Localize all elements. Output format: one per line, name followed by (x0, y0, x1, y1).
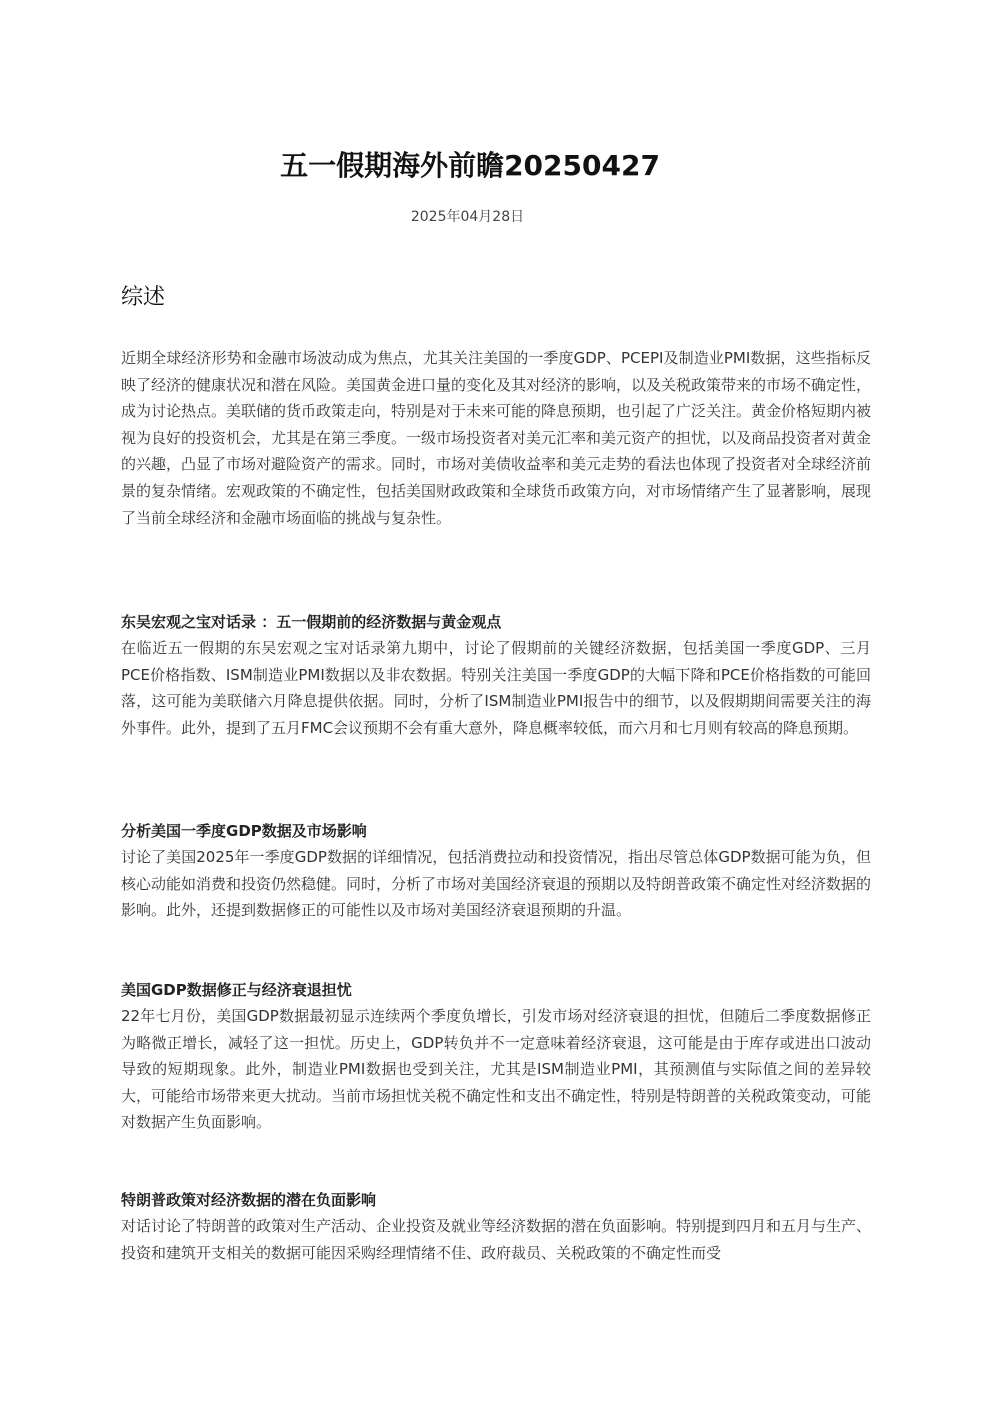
document-date: 2025年04月28日 (410, 209, 525, 225)
subsection-title: 美国GDP数据修正与经济衰退担忧 (121, 981, 352, 999)
document-title: 五一假期海外前瞻20250427 (280, 149, 660, 182)
summary-block (121, 345, 871, 531)
subsection-body: 在临近五一假期的东吴宏观之宝对话录第九期中，讨论了假期前的关键经济数据，包括美国一季度GDP、三月PCE价格指数、ISM制造业PMI数据以及非农数据。特别关注美国一季度GDP的大幅下降和PCE价格指数的可能回落，这可能为美联储六月降息提供依据。同时，分析了ISM制造业PMI报告中的细节，以及假期期间需要关注的海外事件。此外，提到了五月FMC会议预期不会有重大意外，降息概率较低，而六月和七月则有较高的降息预期。 (121, 639, 871, 737)
subsection (121, 609, 871, 741)
subsection-title: 特朗普政策对经济数据的潜在负面影响 (121, 1191, 377, 1209)
subsection-body: 22年七月份，美国GDP数据最初显示连续两个季度负增长，引发市场对经济衰退的担忧，但随后二季度数据修正为略微正增长，减轻了这一担忧。历史上，GDP转负并不一定意味着经济衰退，这可能是由于库存或进出口波动导致的短期现象。此外，制造业PMI数据也受到关注，尤其是ISM制造业PMI，其预测值与实际值之间的差异较大，可能给市场带来更大扰动。当前市场担忧关税不确定性和支出不确定性，特别是特朗普的关税政策变动，可能对数据产生负面影响。 (121, 1007, 872, 1132)
subsection-title: 东吴宏观之宝对话录 ：五一假期前的经济数据与黄金观点 (121, 613, 502, 631)
subsection-title: 分析美国一季度GDP数据及市场影响 (121, 822, 367, 840)
section-heading: 综述 (121, 285, 166, 310)
subsection-body: 对话讨论了特朗普的政策对生产活动、企业投资及就业等经济数据的潜在负面影响。特别提到四月和五月与生产、投资和建筑开支相关的数据可能因采购经理情绪不佳、政府裁员、关税政策的不确定性而受 (121, 1217, 872, 1262)
subsection (121, 818, 871, 924)
subsection (121, 977, 871, 1136)
subsection-body: 讨论了美国2025年一季度GDP数据的详细情况，包括消费拉动和投资情况，指出尽管总体GDP数据可能为负，但核心动能如消费和投资仍然稳健。同时，分析了市场对美国经济衰退的预期以及特朗普政策不确定性对经济数据的影响。此外，还提到数据修正的可能性以及市场对美国经济衰退预期的升温。 (121, 848, 872, 920)
summary-paragraph: 近期全球经济形势和金融市场波动成为焦点，尤其关注美国的一季度GDP、PCEPI及制造业PMI数据，这些指标反映了经济的健康状况和潜在风险。美国黄金进口量的变化及其对经济的影响，以及关税政策带来的市场不确定性，成为讨论热点。美联储的货币政策走向，特别是对于未来可能的降息预期，也引起了广泛关注。黄金价格短期内被视为良好的投资机会，尤其是在第三季度。一级市场投资者对美元汇率和美元资产的担忧，以及商品投资者对黄金的兴趣，凸显了市场对避险资产的需求。同时，市场对美债收益率和美元走势的看法也体现了投资者对全球经济前景的复杂情绪。宏观政策的不确定性，包括美国财政政策和全球货币政策方向，对市场情绪产生了显著影响，展现了当前全球经济和金融市场面临的挑战与复杂性。 (121, 349, 872, 527)
subsection (121, 1187, 871, 1266)
